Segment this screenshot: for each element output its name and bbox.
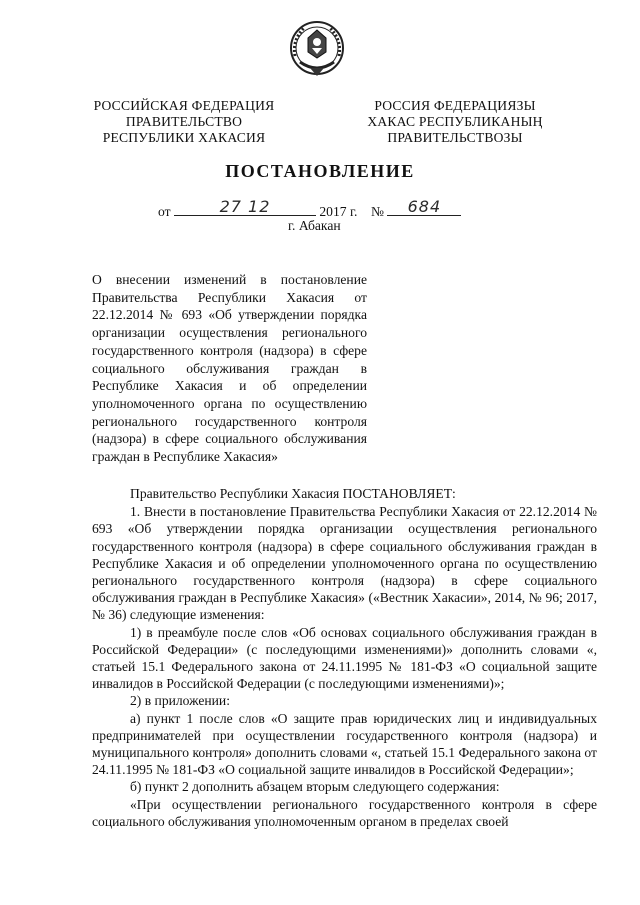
date-blank [174, 197, 316, 216]
header-left [84, 98, 284, 146]
body-paragraph: 2) в приложении: [130, 693, 230, 709]
header-right-line: ПРАВИТЕЛЬСТВОЗЫ [387, 130, 523, 145]
body-paragraph: 1) в преамбуле после слов «Об основах социального обслуживания граждан в Российской Федерации» (с последующими изменениями)» дополнить словами «, статьей 15.1 Федерального закона от 24.11.1995 № 181-ФЗ «О социальной защите инвалидов в Российской Федерации (с последующими изменениями)»; [92, 624, 597, 692]
date-number-line [158, 197, 461, 219]
header-left-line: РЕСПУБЛИКИ ХАКАСИЯ [102, 130, 266, 145]
body-paragraph: 1. Внести в постановление Правительства Республики Хакасия от 22.12.2014 № 693 «Об утверждении порядка организации осуществления регионального государственного контроля (надзора) в сфере социального обслуживания граждан в Республике Хакасия и об определении уполномоченного органа по осуществлению регионального государственного контроля (надзора) в сфере социального обслуживания граждан в Республике Хакасия» («Вестник Хакасии», 2014, № 96; 2017, № 36) следующие изменения: [92, 504, 597, 623]
subject-block: О внесении изменений в постановление Правительства Республики Хакасия от 22.12.2014 № 693 «Об утверждении порядка организации осуществления регионального государственного контроля (надзора) в сфере социального обслуживания граждан в Республике Хакасия и об определении уполномоченного органа по осуществлению регионального государственного контроля (надзора) в сфере социального обслуживания граждан в Республике Хакасия» [92, 272, 367, 465]
body-paragraph: а) пункт 1 после слов «О защите прав юридических лиц и индивидуальных предпринимателей при осуществлении государственного контроля (надзора) и муниципального контроля» дополнить словами «, статьей 15.1 Федерального закона от 24.11.1995 № 181-ФЗ «О социальной защите инвалидов в Российской Федерации»; [92, 710, 597, 778]
date-prefix: от [158, 204, 171, 219]
header-right-line: РОССИЯ ФЕДЕРАЦИЯЗЫ [374, 98, 536, 113]
handwritten-date: 27 12 [219, 197, 271, 216]
header-left-line: РОССИЙСКАЯ ФЕДЕРАЦИЯ [93, 98, 275, 113]
body-paragraph: б) пункт 2 дополнить абзацем вторым следующего содержания: [130, 779, 500, 795]
body-paragraph: «При осуществлении регионального государственного контроля в сфере социального обслуживания уполномоченным органом в пределах своей [92, 796, 597, 829]
year-label: 2017 г. [319, 204, 358, 219]
header-left-line: ПРАВИТЕЛЬСТВО [125, 114, 243, 129]
header-right-line: ХАКАС РЕСПУБЛИКАНЫҢ [367, 114, 543, 129]
number-sign: № [371, 204, 384, 219]
handwritten-number: 684 [407, 197, 442, 216]
document-type-title: ПОСТАНОВЛЕНИЕ [225, 161, 415, 181]
number-blank [387, 197, 461, 216]
body-paragraph: Правительство Республики Хакасия ПОСТАНОВЛЯЕТ: [130, 486, 456, 501]
coat-of-arms-icon [288, 18, 346, 80]
header-right [345, 98, 565, 146]
document-body [92, 485, 597, 830]
city-label: г. Абакан [288, 218, 341, 233]
